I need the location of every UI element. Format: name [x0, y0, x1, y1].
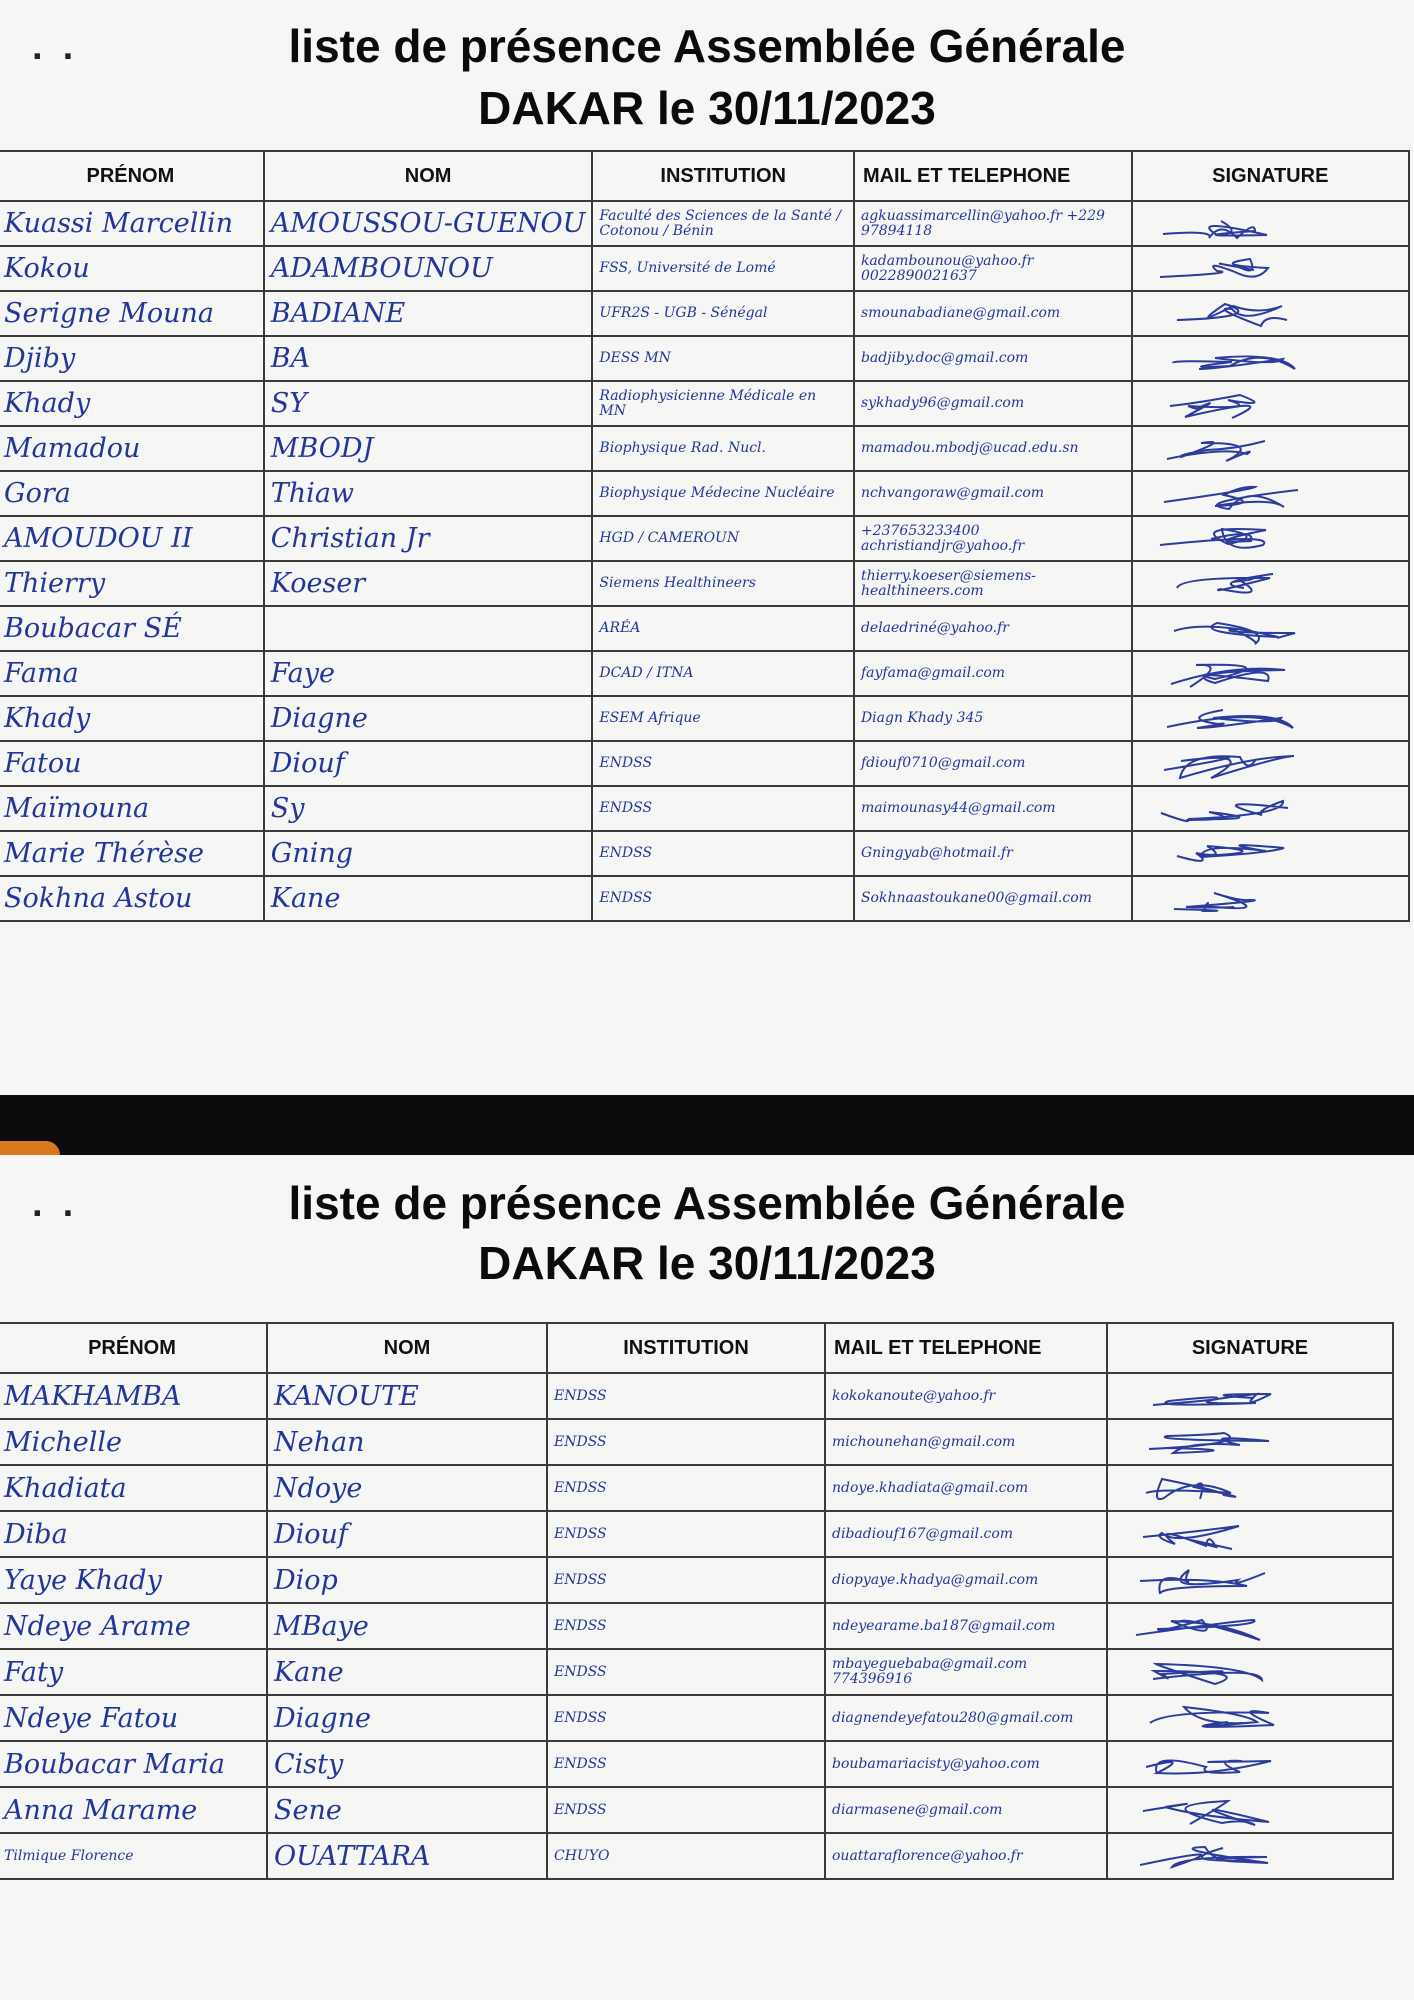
table-row: [0, 1695, 1393, 1741]
table-row: [0, 1741, 1393, 1787]
cell-contact: agkuassimarcellin@yahoo.fr +229 97894118: [854, 201, 1132, 246]
cell-contact: boubamariacisty@yahoo.com: [825, 1741, 1107, 1787]
table-row: [0, 381, 1409, 426]
signature-mark: [1132, 336, 1409, 381]
cell-nom: SY: [264, 381, 593, 426]
table-row: [0, 426, 1409, 471]
cell-nom: Koeser: [264, 561, 593, 606]
cell-institution: ENDSS: [547, 1603, 825, 1649]
cell-prenom: Gora: [0, 471, 264, 516]
signature-mark: [1107, 1603, 1393, 1649]
signature-mark: [1132, 291, 1409, 336]
cell-nom: Diagne: [267, 1695, 547, 1741]
cell-nom: OUATTARA: [267, 1833, 547, 1879]
cell-institution: ENDSS: [592, 876, 854, 921]
table-row: [0, 516, 1409, 561]
header-contact: MAIL ET TELEPHONE: [854, 151, 1132, 201]
cell-prenom: Thierry: [0, 561, 264, 606]
sheet-title-line2: DAKAR le 30/11/2023: [478, 1237, 936, 1289]
attendance-table: [0, 150, 1410, 922]
cell-institution: Radiophysicienne Médicale en MN: [592, 381, 854, 426]
signature-mark: [1132, 831, 1409, 876]
signature-mark: [1107, 1695, 1393, 1741]
signature-mark: [1132, 471, 1409, 516]
table-row: [0, 786, 1409, 831]
cell-prenom: Tilmique Florence: [0, 1833, 267, 1879]
cell-institution: CHUYO: [547, 1833, 825, 1879]
table-row: [0, 831, 1409, 876]
table-row: [0, 1833, 1393, 1879]
cell-prenom: Serigne Mouna: [0, 291, 264, 336]
page-divider: [0, 1095, 1414, 1155]
cell-institution: ENDSS: [547, 1557, 825, 1603]
signature-mark: [1132, 561, 1409, 606]
table-row: [0, 336, 1409, 381]
cell-prenom: Boubacar Maria: [0, 1741, 267, 1787]
cell-institution: ENDSS: [547, 1695, 825, 1741]
cell-prenom: Diba: [0, 1511, 267, 1557]
page-edge: [0, 1141, 60, 1155]
cell-nom: MBaye: [267, 1603, 547, 1649]
table-header: [0, 151, 1409, 201]
table-row: [0, 1557, 1393, 1603]
cell-contact: ouattaraflorence@yahoo.fr: [825, 1833, 1107, 1879]
table-row: [0, 1419, 1393, 1465]
cell-institution: Biophysique Médecine Nucléaire: [592, 471, 854, 516]
cell-prenom: Maïmouna: [0, 786, 264, 831]
cell-institution: Siemens Healthineers: [592, 561, 854, 606]
cell-nom: Ndoye: [267, 1465, 547, 1511]
cell-nom: Nehan: [267, 1419, 547, 1465]
cell-prenom: Sokhna Astou: [0, 876, 264, 921]
cell-institution: ESEM Afrique: [592, 696, 854, 741]
signature-mark: [1107, 1557, 1393, 1603]
cell-contact: diopyaye.khadya@gmail.com: [825, 1557, 1107, 1603]
signature-mark: [1107, 1419, 1393, 1465]
cell-institution: ARÉA: [592, 606, 854, 651]
signature-mark: [1132, 516, 1409, 561]
cell-contact: delaedriné@yahoo.fr: [854, 606, 1132, 651]
cell-contact: diarmasene@gmail.com: [825, 1787, 1107, 1833]
cell-prenom: Yaye Khady: [0, 1557, 267, 1603]
signature-mark: [1107, 1833, 1393, 1879]
signature-mark: [1132, 696, 1409, 741]
header-institution: INSTITUTION: [547, 1323, 825, 1373]
attendance-sheet-2: [0, 1155, 1414, 2000]
cell-prenom: Khady: [0, 696, 264, 741]
cell-contact: Gningyab@hotmail.fr: [854, 831, 1132, 876]
signature-mark: [1107, 1741, 1393, 1787]
cell-institution: Biophysique Rad. Nucl.: [592, 426, 854, 471]
cell-nom: Sy: [264, 786, 593, 831]
cell-prenom: Ndeye Arame: [0, 1603, 267, 1649]
table-row: [0, 201, 1409, 246]
cell-institution: Faculté des Sciences de la Santé / Cotonou / Bénin: [592, 201, 854, 246]
table-row: [0, 606, 1409, 651]
cell-prenom: Fama: [0, 651, 264, 696]
cell-nom: AMOUSSOU-GUENOU: [264, 201, 593, 246]
table-row: [0, 291, 1409, 336]
cell-institution: FSS, Université de Lomé: [592, 246, 854, 291]
cell-nom: Diouf: [267, 1511, 547, 1557]
table-row: [0, 246, 1409, 291]
cell-institution: ENDSS: [547, 1419, 825, 1465]
cell-contact: dibadiouf167@gmail.com: [825, 1511, 1107, 1557]
signature-mark: [1107, 1511, 1393, 1557]
cell-contact: thierry.koeser@siemens-healthineers.com: [854, 561, 1132, 606]
cell-nom: Thiaw: [264, 471, 593, 516]
header-prenom: PRÉNOM: [0, 1323, 267, 1373]
cell-institution: ENDSS: [592, 741, 854, 786]
cell-contact: ndeyearame.ba187@gmail.com: [825, 1603, 1107, 1649]
table-row: [0, 1373, 1393, 1419]
table-row: [0, 651, 1409, 696]
cell-prenom: Khadiata: [0, 1465, 267, 1511]
cell-contact: ndoye.khadiata@gmail.com: [825, 1465, 1107, 1511]
header-nom: NOM: [267, 1323, 547, 1373]
cell-contact: nchvangoraw@gmail.com: [854, 471, 1132, 516]
cell-nom: KANOUTE: [267, 1373, 547, 1419]
cell-contact: maimounasy44@gmail.com: [854, 786, 1132, 831]
cell-prenom: Ndeye Fatou: [0, 1695, 267, 1741]
cell-nom: Cisty: [267, 1741, 547, 1787]
header-nom: NOM: [264, 151, 593, 201]
cell-institution: UFR2S - UGB - Sénégal: [592, 291, 854, 336]
cell-prenom: Djiby: [0, 336, 264, 381]
cell-prenom: Marie Thérèse: [0, 831, 264, 876]
signature-mark: [1132, 651, 1409, 696]
table-row: [0, 1511, 1393, 1557]
cell-contact: mbayeguebaba@gmail.com 774396916: [825, 1649, 1107, 1695]
sheet-title-line1: liste de présence Assemblée Générale: [288, 1177, 1126, 1229]
table-row: [0, 561, 1409, 606]
cell-contact: michounehan@gmail.com: [825, 1419, 1107, 1465]
cell-contact: mamadou.mbodj@ucad.edu.sn: [854, 426, 1132, 471]
signature-mark: [1132, 201, 1409, 246]
table-row: [0, 696, 1409, 741]
cell-contact: sykhady96@gmail.com: [854, 381, 1132, 426]
cell-prenom: Kuassi Marcellin: [0, 201, 264, 246]
cell-nom: Diouf: [264, 741, 593, 786]
table-row: [0, 1649, 1393, 1695]
table-row: [0, 1603, 1393, 1649]
header-contact: MAIL ET TELEPHONE: [825, 1323, 1107, 1373]
cell-nom: [264, 606, 593, 651]
signature-mark: [1132, 606, 1409, 651]
signature-mark: [1107, 1373, 1393, 1419]
cell-nom: MBODJ: [264, 426, 593, 471]
cell-contact: smounabadiane@gmail.com: [854, 291, 1132, 336]
signature-mark: [1132, 381, 1409, 426]
cell-prenom: Boubacar SÉ: [0, 606, 264, 651]
scan-dots: ··: [32, 36, 94, 78]
cell-prenom: MAKHAMBA: [0, 1373, 267, 1419]
header-signature: SIGNATURE: [1107, 1323, 1393, 1373]
signature-mark: [1132, 786, 1409, 831]
cell-prenom: Kokou: [0, 246, 264, 291]
signature-mark: [1132, 426, 1409, 471]
cell-prenom: Mamadou: [0, 426, 264, 471]
table-row: [0, 1465, 1393, 1511]
cell-nom: ADAMBOUNOU: [264, 246, 593, 291]
sheet-title-line1: liste de présence Assemblée Générale: [288, 20, 1126, 72]
cell-contact: kadambounou@yahoo.fr 0022890021637: [854, 246, 1132, 291]
cell-contact: fdiouf0710@gmail.com: [854, 741, 1132, 786]
cell-institution: DESS MN: [592, 336, 854, 381]
cell-nom: Diop: [267, 1557, 547, 1603]
cell-prenom: Faty: [0, 1649, 267, 1695]
signature-mark: [1132, 876, 1409, 921]
cell-institution: ENDSS: [547, 1373, 825, 1419]
cell-institution: ENDSS: [592, 786, 854, 831]
table-header: [0, 1323, 1393, 1373]
cell-nom: Gning: [264, 831, 593, 876]
cell-prenom: Anna Marame: [0, 1787, 267, 1833]
cell-prenom: AMOUDOU II: [0, 516, 264, 561]
table-row: [0, 876, 1409, 921]
cell-contact: diagnendeyefatou280@gmail.com: [825, 1695, 1107, 1741]
cell-institution: DCAD / ITNA: [592, 651, 854, 696]
cell-nom: Kane: [267, 1649, 547, 1695]
signature-mark: [1107, 1787, 1393, 1833]
signature-mark: [1132, 741, 1409, 786]
cell-contact: fayfama@gmail.com: [854, 651, 1132, 696]
table-row: [0, 741, 1409, 786]
cell-institution: ENDSS: [547, 1465, 825, 1511]
cell-nom: Christian Jr: [264, 516, 593, 561]
cell-nom: Diagne: [264, 696, 593, 741]
signature-mark: [1107, 1465, 1393, 1511]
cell-prenom: Michelle: [0, 1419, 267, 1465]
cell-prenom: Khady: [0, 381, 264, 426]
header-institution: INSTITUTION: [592, 151, 854, 201]
cell-contact: badjiby.doc@gmail.com: [854, 336, 1132, 381]
cell-contact: Diagn Khady 345: [854, 696, 1132, 741]
table-row: [0, 1787, 1393, 1833]
cell-institution: ENDSS: [547, 1649, 825, 1695]
cell-contact: kokokanoute@yahoo.fr: [825, 1373, 1107, 1419]
cell-nom: BADIANE: [264, 291, 593, 336]
attendance-table: [0, 1322, 1394, 1880]
cell-prenom: Fatou: [0, 741, 264, 786]
cell-nom: Kane: [264, 876, 593, 921]
header-prenom: PRÉNOM: [0, 151, 264, 201]
signature-mark: [1132, 246, 1409, 291]
cell-institution: ENDSS: [547, 1787, 825, 1833]
cell-contact: +237653233400 achristiandjr@yahoo.fr: [854, 516, 1132, 561]
table-row: [0, 471, 1409, 516]
cell-institution: ENDSS: [547, 1511, 825, 1557]
header-signature: SIGNATURE: [1132, 151, 1409, 201]
cell-contact: Sokhnaastoukane00@gmail.com: [854, 876, 1132, 921]
cell-nom: Sene: [267, 1787, 547, 1833]
cell-institution: HGD / CAMEROUN: [592, 516, 854, 561]
sheet-title-line2: DAKAR le 30/11/2023: [478, 82, 936, 134]
cell-nom: BA: [264, 336, 593, 381]
cell-nom: Faye: [264, 651, 593, 696]
cell-institution: ENDSS: [592, 831, 854, 876]
scan-dots: ··: [32, 1193, 94, 1235]
signature-mark: [1107, 1649, 1393, 1695]
cell-institution: ENDSS: [547, 1741, 825, 1787]
